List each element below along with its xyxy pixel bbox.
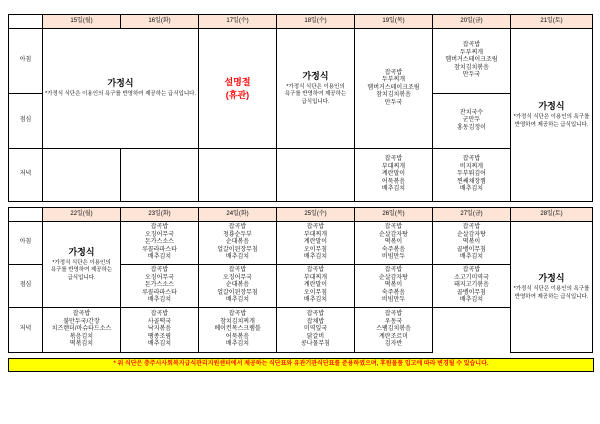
menu-item: 낙지볶음	[147, 326, 172, 333]
corner-cell-2	[9, 208, 43, 222]
menu-item: 어묵볶음	[225, 333, 250, 340]
menu-item: 어묵볶음	[381, 178, 406, 185]
menu-item: 잡곡밥	[462, 42, 481, 49]
menu-item: 오이무침	[303, 289, 328, 296]
menu-item: 배추김치	[147, 297, 172, 304]
menu-cell-25-breakfast	[277, 222, 355, 265]
menu-item: 우동국	[384, 318, 403, 325]
menu-item: 잡곡밥	[384, 224, 403, 231]
menu-item: 김자반	[384, 341, 403, 348]
menu-item: 골뱅이무침	[457, 246, 486, 253]
menu-item: 잡곡밥	[384, 156, 403, 163]
weekly-menu-table-week2	[8, 207, 593, 353]
menu-item: 배추김치	[459, 186, 484, 193]
menu-item: 루꼴라파스타	[142, 289, 177, 296]
menu-cell-24-dinner	[199, 308, 277, 353]
menu-item: 부대찌개	[303, 274, 328, 281]
week1-breakfast-row	[9, 29, 593, 94]
menu-item: 군만두	[462, 117, 481, 124]
menu-item: 잡곡밥	[228, 224, 247, 231]
menu-item: 순살감자탕	[379, 274, 408, 281]
week2-dinner-row	[9, 308, 593, 353]
day-header-17: 17일(수)	[199, 15, 277, 29]
gajeong-cell-week1-b	[277, 29, 355, 149]
menu-cell-25-lunch	[277, 265, 355, 308]
menu-item: 순대볶음	[225, 239, 250, 246]
meal-label-lunch-2: 점심	[9, 265, 43, 308]
menu-item: 잡곡밥	[306, 224, 325, 231]
menu-cell-17-dinner	[199, 149, 277, 202]
menu-item: 소고기미역국	[454, 274, 489, 281]
week2-header-row	[9, 208, 593, 222]
menu-item: 루꼴라파스타	[142, 246, 177, 253]
gajeong-sub-sat: *가정식 식단은 이용인의 욕구를 반영하여 제공하는 급식입니다.	[513, 114, 590, 128]
menu-item: 두부찌개	[459, 49, 484, 56]
gajeong-title-sat: 가정식	[538, 100, 565, 111]
gajeong-sub-w2-sat: *가정식 식단은 이용인의 욕구를 반영하여 제공하는 급식입니다.	[513, 286, 590, 300]
menu-item: 만두국	[384, 99, 403, 106]
menu-item: 잔치국수	[459, 109, 484, 116]
menu-item: 청룡순두부	[223, 231, 252, 238]
menu-item: 배추김치	[459, 297, 484, 304]
gajeong-cell-week2-sat	[511, 222, 593, 353]
menu-item: 숙주볶음	[381, 246, 406, 253]
gajeong-cell-week2-mon	[43, 222, 121, 308]
meal-label-breakfast: 아침	[9, 29, 43, 94]
menu-item: 잡곡밥	[462, 156, 481, 163]
day-header-20: 20일(금)	[433, 15, 511, 29]
menu-item: 계란말이	[303, 239, 328, 246]
menu-item: 볶음김치	[69, 333, 94, 340]
day-header-26: 26일(목)	[355, 208, 433, 222]
menu-item: 비빔만두	[381, 297, 406, 304]
menu-item: 얼갈이된장무침	[217, 246, 258, 253]
menu-cell-20-dinner	[433, 149, 511, 202]
menu-item: 부대찌개	[303, 231, 328, 238]
menu-item: 돈가스소스	[145, 239, 174, 246]
menu-item: 돈가스소스	[145, 282, 174, 289]
menu-cell-27-lunch	[433, 265, 511, 308]
menu-item: 홍동김정이	[457, 124, 486, 131]
menu-item: 잡곡밥	[306, 311, 325, 318]
menu-item: 배추김치	[225, 341, 250, 348]
menu-item: 배추김치	[303, 254, 328, 261]
gajeong-sub-w2: *가정식 식단은 이용인의 욕구를 반영하여 제공하는 급식입니다.	[50, 259, 113, 281]
menu-item: 비지찌개	[459, 163, 484, 170]
menu-cell-26-breakfast	[355, 222, 433, 265]
menu-item: 오이무침	[303, 246, 328, 253]
gajeong-title-w2-sat: 가정식	[538, 272, 565, 283]
menu-cell-19-dinner	[355, 149, 433, 202]
menu-item: 잡곡밥	[228, 267, 247, 274]
menu-cell-24-breakfast	[199, 222, 277, 265]
holiday-sub: (휴관)	[225, 89, 250, 100]
meal-label-lunch: 점심	[9, 94, 43, 149]
day-header-18: 18일(수)	[277, 15, 355, 29]
weekly-menu-table-week1	[8, 14, 593, 202]
menu-item: 땡종조림	[147, 333, 172, 340]
menu-item: 찐쌔채장찜	[457, 178, 486, 185]
menu-cell-20-lunch	[433, 94, 511, 149]
gajeong-sub-a: *가정식 식단은 이용인의 욕구를 반영하여 제공하는 급식입니다.	[45, 91, 196, 98]
footer-note: * 위 식단은 충주시사회복지급식관리지원센터에서 제공하는 식단표와 유관기관식단표를 준용하였으며, 후원물품 입고에 따라 변경될 수 있습니다.	[8, 358, 594, 372]
menu-item: 숙주볶음	[381, 289, 406, 296]
menu-cell-27-breakfast	[433, 222, 511, 265]
day-header-16: 16일(화)	[121, 15, 199, 29]
menu-item: 배추김치	[147, 341, 172, 348]
menu-cell-22-dinner	[43, 308, 121, 353]
menu-item: 순살감자탕	[457, 231, 486, 238]
gajeong-cell-week1-sat	[511, 29, 593, 202]
menu-item: 치즈랜더/마슈타드소스	[51, 326, 112, 333]
menu-cell-26-dinner	[355, 308, 433, 353]
menu-item: 오징어무국	[145, 274, 174, 281]
menu-item: 오징어무국	[223, 274, 252, 281]
day-header-15: 15일(월)	[43, 15, 121, 29]
menu-cell-25-dinner	[277, 308, 355, 353]
menu-item: 비빔만두	[381, 254, 406, 261]
menu-item: 두부찌개	[381, 77, 406, 84]
day-header-23: 23일(화)	[121, 208, 199, 222]
menu-cell-15-dinner	[43, 149, 121, 202]
menu-item: 만두국	[462, 72, 481, 79]
menu-cell-23-lunch	[121, 265, 199, 308]
meal-label-breakfast-2: 아침	[9, 222, 43, 265]
gajeong-title-b: 가정식	[302, 70, 329, 81]
menu-cell-24-lunch	[199, 265, 277, 308]
week1-header-row	[9, 15, 593, 29]
menu-item: 불만두국/간장	[63, 318, 100, 325]
menu-item: 햄버거스테이크조림	[367, 84, 420, 91]
menu-item: 배추김치	[459, 254, 484, 261]
menu-item: 미역잎국	[303, 326, 328, 333]
menu-item: 잡곡밥	[150, 267, 169, 274]
menu-cell-19-breakfast-lunch	[355, 29, 433, 149]
menu-item: 떡볶이	[462, 239, 481, 246]
menu-item: 참치김치볶음	[376, 92, 411, 99]
menu-item: 잡채밥	[306, 318, 325, 325]
menu-item: 잡곡밥	[150, 224, 169, 231]
menu-item: 잡곡밥	[384, 69, 403, 76]
day-header-27: 27일(금)	[433, 208, 511, 222]
gajeong-title-w2: 가정식	[68, 246, 95, 257]
week2-breakfast-row	[9, 222, 593, 265]
menu-item: 순대볶음	[225, 282, 250, 289]
holiday-title: 설명절	[224, 76, 251, 87]
holiday-cell	[199, 29, 277, 149]
gajeong-cell-week1-a	[43, 29, 199, 149]
menu-item: 사골떡국	[147, 318, 172, 325]
menu-item: 잡곡밥	[72, 311, 91, 318]
menu-item: 잡곡밥	[384, 267, 403, 274]
menu-item: 잡곡밥	[462, 267, 481, 274]
menu-item: 배추김치	[225, 254, 250, 261]
menu-item: 콩나물무침	[301, 341, 330, 348]
menu-item: 얼갈이된장무침	[217, 289, 258, 296]
menu-item: 배추김치	[381, 186, 406, 193]
menu-item: 골뱅이무침	[457, 289, 486, 296]
day-header-25: 25일(수)	[277, 208, 355, 222]
menu-item: 참치김치찌개	[220, 318, 255, 325]
menu-cell-23-dinner	[121, 308, 199, 353]
day-header-24: 24일(화)	[199, 208, 277, 222]
menu-item: 햄버거스테이크조림	[445, 57, 498, 64]
menu-item: 계란말이	[303, 282, 328, 289]
meal-label-dinner-2: 저녁	[9, 308, 43, 353]
menu-item: 배추김치	[225, 297, 250, 304]
menu-cell-18-dinner	[277, 149, 355, 202]
day-header-28: 28일(토)	[511, 208, 593, 222]
menu-item: 잡곡밥	[384, 311, 403, 318]
gajeong-title-a: 가정식	[107, 78, 134, 89]
menu-cell-23-breakfast	[121, 222, 199, 265]
menu-item: 두부튀김어	[457, 171, 486, 178]
menu-item: 잡곡밥	[150, 311, 169, 318]
menu-item: 참치김치볶음	[454, 64, 489, 71]
menu-item: 돼지고기볶음	[454, 282, 489, 289]
menu-item: 닭갈비	[306, 333, 325, 340]
meal-label-dinner: 저녁	[9, 149, 43, 202]
menu-item: 떡볶이	[384, 239, 403, 246]
menu-item: 베이컨목스크램블	[214, 326, 261, 333]
week1-dinner-row	[9, 149, 593, 202]
menu-item: 잡곡밥	[228, 311, 247, 318]
menu-item: 배추김치	[303, 297, 328, 304]
menu-item: 배추김치	[147, 254, 172, 261]
menu-item: 계란말이	[381, 171, 406, 178]
menu-item: 계란조르미	[379, 333, 408, 340]
corner-cell	[9, 15, 43, 29]
menu-cell-16-dinner	[121, 149, 199, 202]
menu-cell-26-lunch	[355, 265, 433, 308]
day-header-21: 21일(토)	[511, 15, 593, 29]
day-header-22: 22일(월)	[43, 208, 121, 222]
menu-item: 잡곡밥	[462, 224, 481, 231]
menu-item: 떡볶이	[384, 282, 403, 289]
menu-item: 부대찌개	[381, 163, 406, 170]
gajeong-sub-b: *가정식 식단은 이용인의 욕구를 반영하여 제공하는 급식입니다.	[284, 83, 347, 105]
day-header-19: 19일(목)	[355, 15, 433, 29]
menu-item: 순살감자탕	[379, 231, 408, 238]
menu-item: 스팸김치볶음	[376, 326, 411, 333]
menu-cell-20-breakfast	[433, 29, 511, 94]
menu-item: 떡볶김치	[69, 341, 94, 348]
menu-item: 잡곡밥	[306, 267, 325, 274]
menu-item: 오징어무국	[145, 231, 174, 238]
